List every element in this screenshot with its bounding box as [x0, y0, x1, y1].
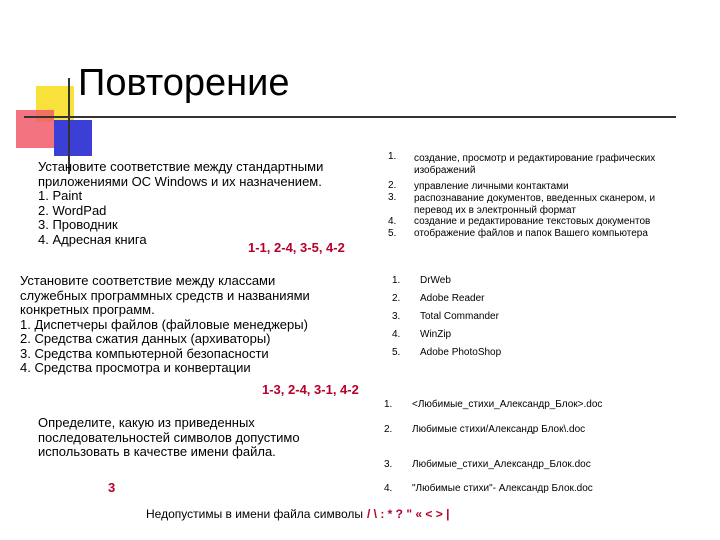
task3-item-3-text: Любимые_стихи_Александр_Блок.doc	[412, 459, 591, 470]
task2-item-2-text: Adobe Reader	[420, 293, 485, 304]
task1-item-2-text: управление личными контактами	[414, 181, 569, 192]
task3-answer: 3	[108, 480, 116, 495]
task2-item-4-number: 4.	[392, 329, 401, 340]
task3-item-2-text: Любимые стихи/Александр Блок\.doc	[412, 424, 586, 435]
task3-item-1-number: 1.	[384, 399, 393, 410]
task2-item-5-number: 5.	[392, 347, 401, 358]
forbidden-symbols-list: / \ : * ? " « < > |	[367, 507, 450, 521]
slide-title: Повторение	[78, 62, 290, 104]
task3-item-4-number: 4.	[384, 483, 393, 494]
forbidden-symbols-note	[146, 507, 449, 521]
task1-item-5-number: 5.	[388, 228, 397, 239]
task1-item-1-text: создание, просмотр и редактирование графических изображений	[414, 153, 656, 176]
task3-item-4-text: "Любимые стихи"- Александр Блок.doc	[412, 483, 593, 494]
task2-item-2-number: 2.	[392, 293, 401, 304]
decor-horizontal-line	[24, 116, 676, 118]
decor-square-blue	[54, 120, 92, 156]
forbidden-symbols-label: Недопустимы в имени файла символы	[146, 507, 364, 521]
task1-question: Установите соответствие между стандартными приложениями ОС Windows и их назначением. 1. Paint 2. WordPad 3. Проводник 4. Адресная книга	[38, 159, 324, 247]
task1-item-3-text: распознавание документов, введенных сканером, и перевод их в электронный формат	[414, 193, 656, 216]
task3-question: Определите, какую из приведенных последовательностей символов допустимо использовать в качестве имени файла.	[38, 415, 300, 459]
task3-item-1-text: <Любимые_стихи_Александр_Блок>.doc	[412, 399, 603, 410]
task2-item-5-text: Adobe PhotoShop	[420, 347, 502, 358]
task1-item-3-number: 3.	[388, 192, 397, 203]
task2-item-4-text: WinZip	[420, 329, 452, 340]
task1-item-4-number: 4.	[388, 216, 397, 227]
task2-answer: 1-3, 2-4, 3-1, 4-2	[262, 382, 359, 397]
task2-item-3-number: 3.	[392, 311, 401, 322]
task1-item-2-number: 2.	[388, 180, 397, 191]
task1-item-4-text: создание и редактирование текстовых документов	[414, 216, 651, 227]
task2-item-3-text: Total Commander	[420, 311, 499, 322]
task3-item-3-number: 3.	[384, 459, 393, 470]
task1-item-5-text: отображение файлов и папок Вашего компьютера	[414, 228, 648, 239]
task3-item-2-number: 2.	[384, 424, 393, 435]
task2-item-1-number: 1.	[392, 275, 401, 286]
task2-item-1-text: DrWeb	[420, 275, 451, 286]
task2-question: Установите соответствие между классами служебных программных средств и названиями конкретных программ. 1. Диспетчеры файлов (файловые менеджеры) 2. Средства сжатия данных (архиваторы) 3. Средства компьютерной безопасности 4. Средства просмотра и конвертации	[20, 273, 310, 375]
task1-answer: 1-1, 2-4, 3-5, 4-2	[248, 240, 345, 255]
task1-item-1-number: 1.	[388, 151, 397, 162]
